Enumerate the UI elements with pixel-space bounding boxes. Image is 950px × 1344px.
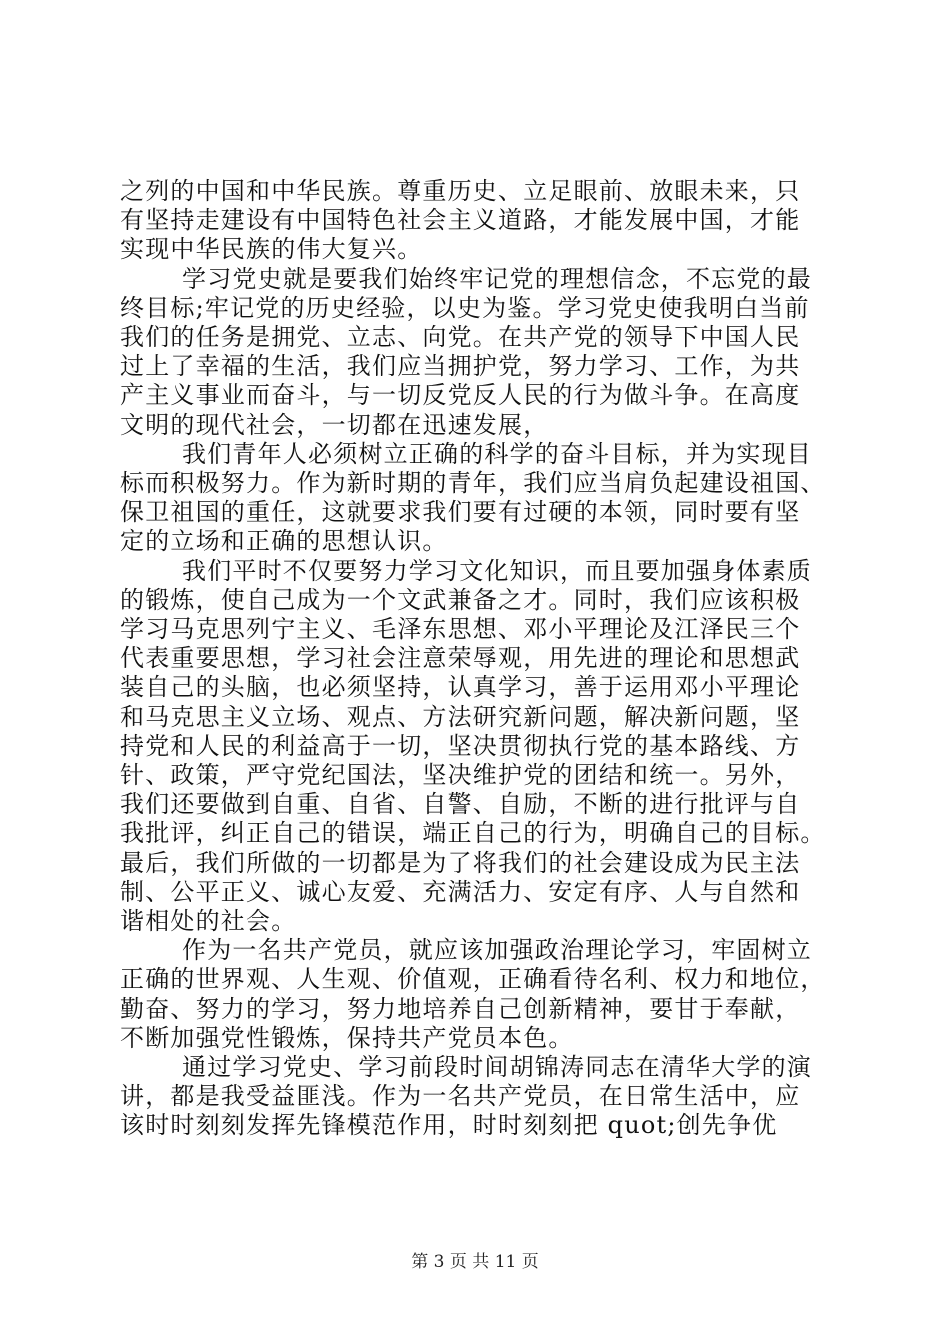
paragraph-first-line: 作为一名共产党员，就应该加强政治理论学习，牢固树立 bbox=[182, 936, 812, 965]
text-line: 学习马克思列宁主义、毛泽东思想、邓小平理论及江泽民三个 bbox=[120, 615, 801, 643]
text-line: 定的立场和正确的思想认识。 bbox=[120, 527, 448, 556]
text-line: 针、政策，严守党纪国法，坚决维护党的团结和统一。另外， bbox=[120, 761, 801, 789]
text-line: 标而积极努力。作为新时期的青年，我们应当肩负起建设祖国、 bbox=[120, 469, 826, 497]
text-line: 保卫祖国的重任，这就要求我们要有过硬的本领，同时要有坚 bbox=[120, 498, 801, 527]
text-line: 持党和人民的利益高于一切，坚决贯彻执行党的基本路线、方 bbox=[120, 731, 801, 760]
text-line: 产主义事业而奋斗，与一切反党反人民的行为做斗争。在高度 bbox=[120, 381, 801, 410]
text-line: 谐相处的社会。 bbox=[120, 907, 297, 935]
text-line: 我们还要做到自重、自省、自警、自励，不断的进行批评与自 bbox=[120, 790, 801, 819]
text-line: 的锻炼，使自己成为一个文武兼备之才。同时，我们应该积极 bbox=[120, 585, 801, 614]
paragraph-first-line: 我们平时不仅要努力学习文化知识，而且要加强身体素质 bbox=[182, 556, 812, 585]
text-line: 之列的中国和中华民族。尊重历史、立足眼前、放眼未来，只 bbox=[120, 177, 801, 205]
text-line: 该时时刻刻发挥先锋模范作用，时时刻刻把 quot;创先争优 bbox=[120, 1111, 778, 1140]
text-line: 有坚持走建设有中国特色社会主义道路，才能发展中国，才能 bbox=[120, 206, 801, 235]
text-line: 我们的任务是拥党、立志、向党。在共产党的领导下中国人民 bbox=[120, 323, 801, 351]
text-line: 勤奋、努力的学习，努力地培养自己创新精神，要甘于奉献， bbox=[120, 994, 801, 1023]
paragraph-first-line: 我们青年人必须树立正确的科学的奋斗目标，并为实现目 bbox=[182, 439, 812, 468]
text-line: 实现中华民族的伟大复兴。 bbox=[120, 235, 423, 264]
paragraph-first-line: 学习党史就是要我们始终牢记党的理想信念，不忘党的最 bbox=[182, 264, 812, 293]
text-line: 过上了幸福的生活，我们应当拥护党，努力学习、工作，为共 bbox=[120, 352, 801, 381]
text-line: 文明的现代社会，一切都在迅速发展， bbox=[120, 410, 549, 439]
text-line: 最后，我们所做的一切都是为了将我们的社会建设成为民主法 bbox=[120, 848, 801, 877]
text-line: 和马克思主义立场、观点、方法研究新问题，解决新问题，坚 bbox=[120, 702, 801, 731]
paragraph-first-line: 通过学习党史、学习前段时间胡锦涛同志在清华大学的演 bbox=[182, 1053, 812, 1081]
text-line: 装自己的头脑，也必须坚持，认真学习，善于运用邓小平理论 bbox=[120, 673, 801, 702]
text-line: 制、公平正义、诚心友爱、充满活力、安定有序、人与自然和 bbox=[120, 877, 801, 906]
text-line: 讲，都是我受益匪浅。作为一名共产党员，在日常生活中，应 bbox=[120, 1082, 801, 1111]
page-footer: 第 3 页 共 11 页 bbox=[411, 1252, 539, 1272]
text-line: 不断加强党性锻炼，保持共产党员本色。 bbox=[120, 1023, 574, 1052]
text-line: 终目标;牢记党的历史经验，以史为鉴。学习党史使我明白当前 bbox=[120, 293, 810, 322]
text-line: 代表重要思想，学习社会注意荣辱观，用先进的理论和思想武 bbox=[120, 644, 801, 673]
text-line: 我批评，纠正自己的错误，端正自己的行为，明确自己的目标。 bbox=[120, 819, 826, 848]
text-line: 正确的世界观、人生观、价值观，正确看待名利、权力和地位， bbox=[120, 965, 826, 994]
